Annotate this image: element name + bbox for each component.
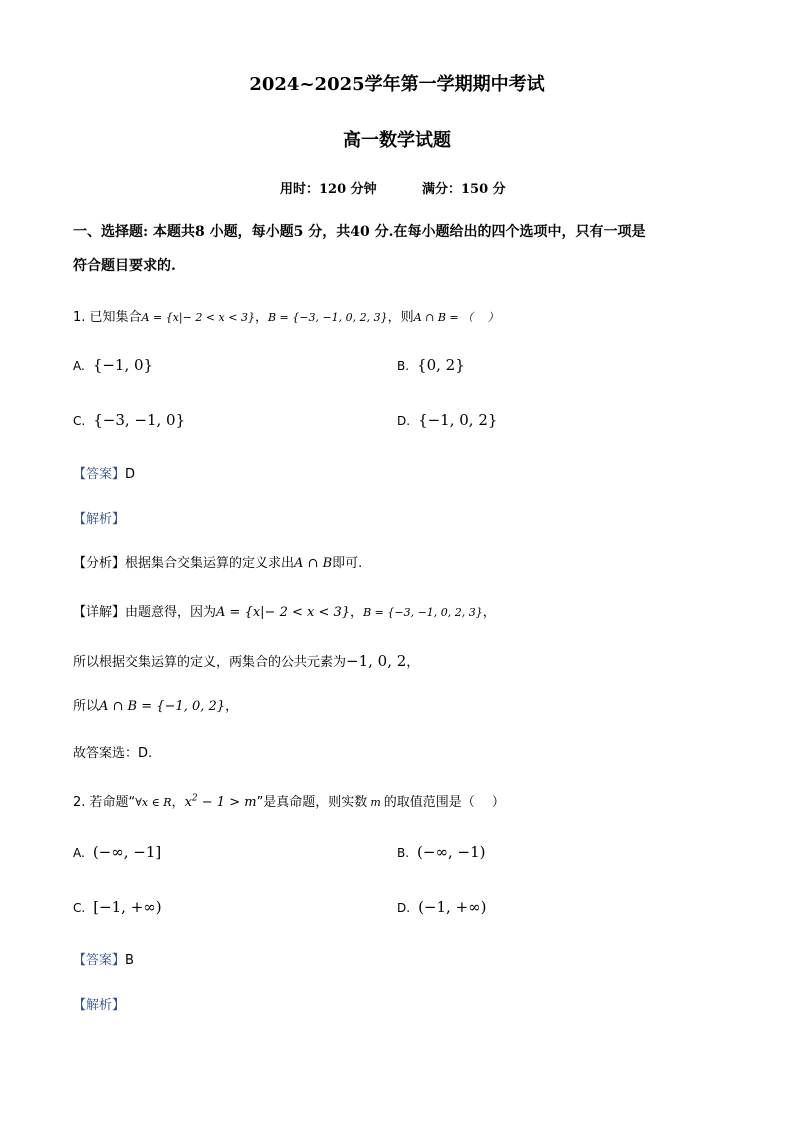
q1-detail (73, 601, 496, 620)
q2-option-a-value: (−∞, −1] (92, 843, 162, 861)
q1-set-b: B = {−3, −1, 0, 2, 3} (267, 311, 388, 324)
q2-expr-rest: − 1 > m (197, 795, 257, 810)
question-1-stem (73, 306, 499, 325)
q1-fenxi (73, 552, 362, 571)
q2-option-b-value: (−∞, −1) (417, 843, 486, 861)
q1-analysis-label: 【解析】 (73, 512, 126, 527)
section-heading-line2: 符合题目要求的. (73, 258, 176, 274)
q1-option-a (73, 356, 153, 374)
exam-title: 2024~2025学年第一学期期中考试 (249, 74, 545, 95)
q1-option-d-label: D. (397, 414, 411, 428)
q1-fenxi-tag: 【分析】 (73, 556, 126, 571)
q2-option-c-label: C. (73, 901, 86, 915)
q1-option-c (73, 411, 185, 429)
q1-stem-suffix: ，则 (387, 310, 414, 325)
q2-stem-suffix: 的取值范围是（ ） (383, 795, 505, 810)
q1-fenxi-text: 根据集合交集运算的定义求出 (125, 556, 295, 571)
q2-analysis-label: 【解析】 (73, 998, 126, 1013)
q1-line2-end: ， (406, 655, 420, 670)
q2-option-d-value: (−1, +∞) (418, 898, 487, 916)
q2-option-d-label: D. (397, 901, 411, 915)
q2-stem-prefix: 2. 若命题“ (73, 795, 136, 810)
q1-analysis-tag (73, 508, 125, 527)
q1-fenxi-math: A ∩ B (294, 556, 333, 571)
q2-stem-mid: ”是真命题，则实数 (256, 795, 368, 810)
q1-line3-text: 所以 (73, 699, 100, 714)
q1-option-b-label: B. (397, 359, 410, 373)
q2-option-c (73, 898, 162, 916)
q1-answer-value: D (125, 467, 136, 482)
full-score: 满分：150 分 (422, 182, 506, 197)
q1-line2-text: 所以根据交集运算的定义，两集合的公共元素为 (73, 655, 347, 670)
q2-answer-tag: 【答案】 (73, 953, 126, 968)
q1-line2-math: −1, 0, 2 (346, 652, 407, 670)
q1-detail-set-b: B = {−3, −1, 0, 2, 3} (363, 606, 483, 619)
q1-conclusion: 故答案选：D. (73, 746, 153, 761)
q1-detail-text: 由题意得，因为 (125, 605, 217, 620)
q1-detail-line3 (73, 695, 238, 714)
q2-forall: ∀x ∈ R (135, 796, 172, 809)
section-heading-line1: 一、选择题: 本题共8 小题，每小题5 分，共40 分.在每小题给出的四个选项中，只有一项是 (73, 224, 646, 240)
q1-comma: ， (254, 310, 268, 325)
q1-answer (73, 463, 135, 482)
q2-option-a-label: A. (73, 846, 85, 860)
q2-sep: ， (171, 795, 185, 810)
q1-option-a-value: {−1, 0} (92, 356, 154, 374)
q1-answer-tag: 【答案】 (73, 467, 126, 482)
q2-expr (185, 795, 257, 810)
q1-option-a-label: A. (73, 359, 85, 373)
q1-line3-end: ， (225, 699, 239, 714)
q2-option-c-value: [−1, +∞) (93, 898, 162, 916)
q1-option-d-value: {−1, 0, 2} (418, 411, 498, 429)
q1-option-b-value: {0, 2} (417, 356, 465, 374)
q1-option-c-label: C. (73, 414, 86, 428)
q1-stem-prefix: 1. 已知集合 (73, 310, 142, 325)
q1-option-c-value: {−3, −1, 0} (93, 411, 186, 429)
q2-var-m: m (370, 796, 381, 809)
q1-option-b (397, 356, 465, 374)
q2-option-b (397, 843, 485, 861)
q1-detail-set-a: A = {x|− 2 < x < 3} (216, 605, 351, 620)
q1-question: A ∩ B = （ ） (413, 311, 499, 324)
q2-expr-sup: 2 (191, 793, 198, 804)
exam-subtitle: 高一数学试题 (343, 130, 451, 151)
q2-answer-value: B (125, 953, 134, 968)
q1-detail-tag: 【详解】 (73, 605, 126, 620)
q1-detail-end: ， (482, 605, 496, 620)
q2-analysis-tag (73, 994, 125, 1013)
q1-detail-line2 (73, 651, 419, 670)
q1-fenxi-end: 即可. (332, 556, 363, 571)
q1-detail-sep: ， (350, 605, 364, 620)
q2-option-d (397, 898, 486, 916)
q1-option-d (397, 411, 497, 429)
time-limit: 用时：120 分钟 (280, 182, 377, 197)
question-2-stem (73, 791, 505, 810)
q2-answer (73, 949, 134, 968)
q2-option-b-label: B. (397, 846, 410, 860)
q2-option-a (73, 843, 161, 861)
q1-line3-math: A ∩ B = {−1, 0, 2} (99, 699, 226, 714)
q2-expr-x: x (184, 795, 192, 810)
q1-set-a: A = {x|− 2 < x < 3} (141, 311, 255, 324)
